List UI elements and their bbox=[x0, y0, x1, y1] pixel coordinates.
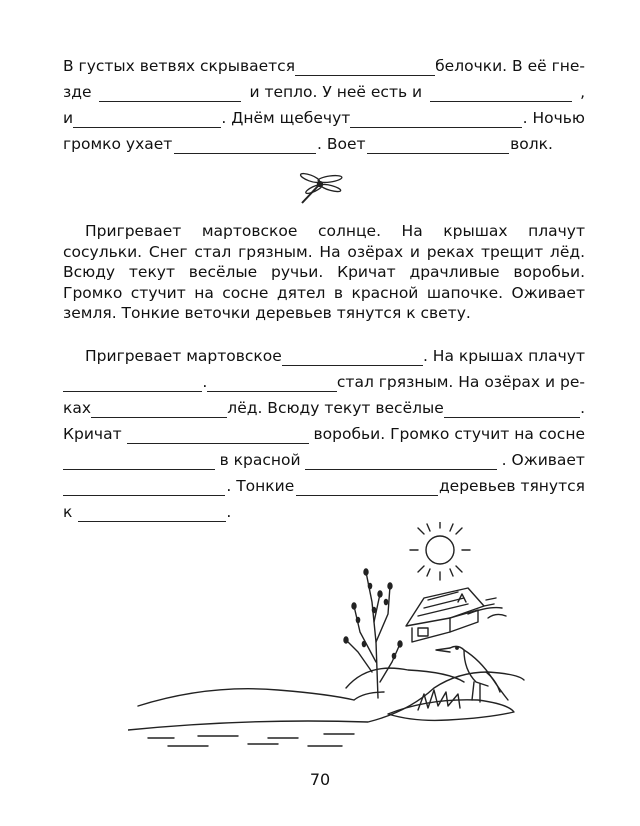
text: Пригревает мартовское bbox=[85, 347, 282, 365]
text: воробьи. Громко стучит на сосне bbox=[313, 425, 585, 443]
text: . bbox=[202, 373, 208, 391]
text: . На крышах плачут bbox=[422, 347, 585, 365]
answer-blank[interactable] bbox=[174, 139, 316, 154]
dragonfly-icon bbox=[296, 172, 346, 206]
passage: Пригревает мартовское солнце. На крышах плачут сосульки. Снег стал грязным. На озёрах и реках трещит лёд. Всюду текут весёлые ручьи. Кричат драчливые воробьи. Громко стучит на сосне дятел в красной шапочке. Оживает земля. Тонкие веточки деревьев тянутся к свету. bbox=[63, 222, 585, 322]
text: . Воет bbox=[316, 135, 366, 153]
answer-blank[interactable] bbox=[305, 455, 497, 470]
exercise2-line-5 bbox=[63, 444, 585, 470]
answer-blank[interactable] bbox=[296, 481, 438, 496]
text: . Ночью bbox=[522, 109, 585, 127]
text: лёд. Всюду текут весёлые bbox=[227, 399, 444, 417]
answer-blank[interactable] bbox=[350, 113, 522, 128]
page-number: 70 bbox=[309, 770, 331, 789]
exercise2-line-3 bbox=[63, 392, 585, 418]
answer-blank[interactable] bbox=[207, 377, 337, 392]
exercise1-line-2 bbox=[63, 76, 585, 102]
text: . Оживает bbox=[501, 451, 585, 469]
text: . bbox=[580, 399, 585, 417]
answer-blank[interactable] bbox=[282, 351, 423, 366]
text: . Днём щебечут bbox=[221, 109, 351, 127]
text: к bbox=[63, 503, 73, 521]
text: и тепло. У неё есть и bbox=[249, 83, 423, 101]
text: ках bbox=[63, 399, 92, 417]
text: . bbox=[226, 503, 232, 521]
answer-blank[interactable] bbox=[367, 139, 509, 154]
text: стал грязным. На озёрах и ре- bbox=[336, 373, 585, 391]
answer-blank[interactable] bbox=[63, 481, 225, 496]
exercise1-line-4 bbox=[63, 128, 553, 154]
text: В густых ветвях скрывается bbox=[63, 57, 296, 75]
spring-landscape-illustration bbox=[128, 522, 528, 758]
answer-blank[interactable] bbox=[295, 61, 435, 76]
answer-blank[interactable] bbox=[63, 377, 202, 392]
answer-blank[interactable] bbox=[430, 87, 572, 102]
exercise2-line-7 bbox=[63, 496, 233, 522]
text: громко ухает bbox=[63, 135, 173, 153]
exercise2-line-6 bbox=[63, 470, 585, 496]
exercise1-line-3 bbox=[63, 102, 585, 128]
exercise2-line-4 bbox=[63, 418, 585, 444]
answer-blank[interactable] bbox=[73, 113, 221, 128]
text: деревьев тянутся bbox=[438, 477, 585, 495]
answer-blank[interactable] bbox=[127, 429, 309, 444]
exercise1-line-1 bbox=[63, 50, 585, 76]
text: . Тонкие bbox=[226, 477, 295, 495]
exercise2-line-1 bbox=[63, 340, 585, 366]
text: , bbox=[580, 83, 585, 101]
text: белочки. В её гне- bbox=[435, 57, 585, 75]
text: в красной bbox=[219, 451, 301, 469]
answer-blank[interactable] bbox=[63, 455, 215, 470]
text: и bbox=[63, 109, 74, 127]
answer-blank[interactable] bbox=[78, 507, 226, 522]
answer-blank[interactable] bbox=[99, 87, 241, 102]
answer-blank[interactable] bbox=[91, 403, 227, 418]
answer-blank[interactable] bbox=[444, 403, 580, 418]
text: волк. bbox=[510, 135, 553, 153]
text: Кричат bbox=[63, 425, 122, 443]
exercise2-line-2 bbox=[63, 366, 585, 392]
text: зде bbox=[63, 83, 92, 101]
